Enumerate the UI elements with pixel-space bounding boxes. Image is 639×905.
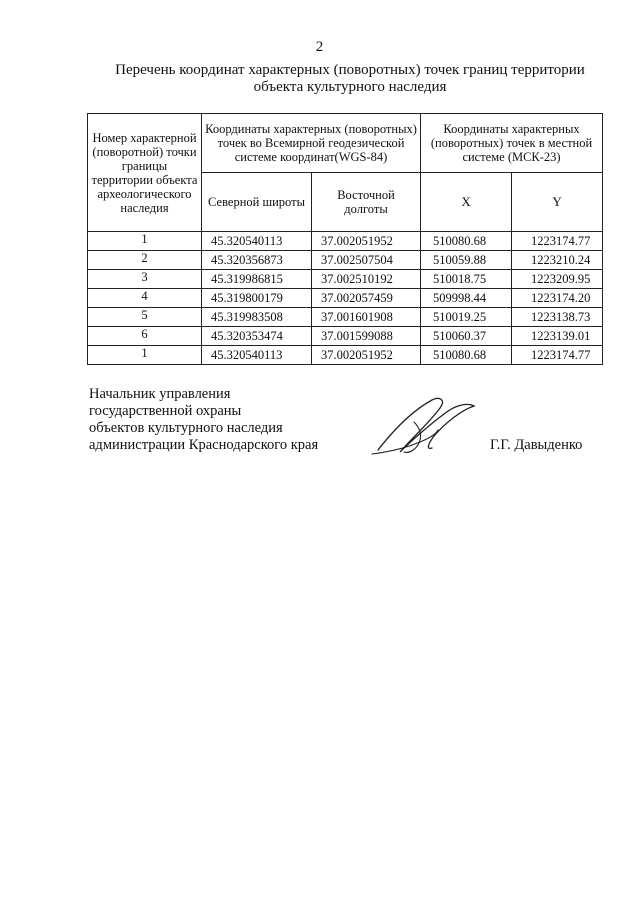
header-x: X — [421, 173, 512, 232]
header-local-system-group: Координаты характерных (поворотных) точек в местной системе (МСК-23) — [421, 114, 603, 173]
cell-point-number: 6 — [88, 327, 202, 346]
table-row — [88, 251, 603, 270]
cell-x: 510080.68 — [421, 346, 512, 365]
signatory-position-line-3: объектов культурного наследия — [89, 420, 283, 436]
cell-y: 1223174.77 — [512, 346, 603, 365]
cell-x: 510059.88 — [421, 251, 512, 270]
table-row — [88, 308, 603, 327]
header-longitude: Восточной долготы — [312, 173, 421, 232]
cell-latitude: 45.320540113 — [202, 346, 312, 365]
header-point-number: Номер характерной (поворотной) точки границы территории объекта археологического наследия — [88, 114, 202, 232]
signatory-name: Г.Г. Давыденко — [490, 437, 583, 453]
cell-longitude: 37.001601908 — [312, 308, 421, 327]
signatory-position-line-4: администрации Краснодарского края — [89, 437, 319, 453]
signatory-position-line-1: Начальник управления — [89, 386, 231, 402]
cell-latitude: 45.319800179 — [202, 289, 312, 308]
page-number: 2 — [315, 39, 324, 55]
cell-y: 1223138.73 — [512, 308, 603, 327]
document-title-line-1: Перечень координат характерных (поворотных) точек границ территории — [115, 62, 585, 78]
cell-longitude: 37.002051952 — [312, 346, 421, 365]
header-latitude: Северной широты — [202, 173, 312, 232]
table-row — [88, 289, 603, 308]
signatory-position — [89, 386, 318, 454]
cell-point-number: 1 — [88, 232, 202, 251]
cell-y: 1223210.24 — [512, 251, 603, 270]
cell-point-number: 5 — [88, 308, 202, 327]
cell-latitude: 45.320356873 — [202, 251, 312, 270]
cell-longitude: 37.002057459 — [312, 289, 421, 308]
header-wgs84-group: Координаты характерных (поворотных) точек во Всемирной геодезической системе координат(WGS-84) — [202, 114, 421, 173]
coordinates-table — [87, 113, 603, 365]
header-y: Y — [512, 173, 603, 232]
cell-x: 510080.68 — [421, 232, 512, 251]
cell-longitude: 37.002507504 — [312, 251, 421, 270]
cell-x: 510018.75 — [421, 270, 512, 289]
table-row — [88, 270, 603, 289]
cell-y: 1223174.77 — [512, 232, 603, 251]
cell-point-number: 2 — [88, 251, 202, 270]
cell-longitude: 37.001599088 — [312, 327, 421, 346]
cell-longitude: 37.002051952 — [312, 232, 421, 251]
handwritten-signature-icon — [370, 392, 482, 462]
coordinates-table-body — [88, 232, 603, 365]
coordinates-table-header — [88, 114, 603, 232]
cell-x: 509998.44 — [421, 289, 512, 308]
cell-y: 1223139.01 — [512, 327, 603, 346]
document-title-line-2: объекта культурного наследия — [253, 79, 447, 95]
cell-latitude: 45.319986815 — [202, 270, 312, 289]
cell-latitude: 45.320353474 — [202, 327, 312, 346]
cell-y: 1223174.20 — [512, 289, 603, 308]
cell-latitude: 45.320540113 — [202, 232, 312, 251]
cell-x: 510060.37 — [421, 327, 512, 346]
table-row — [88, 232, 603, 251]
document-title — [60, 62, 639, 96]
cell-point-number: 4 — [88, 289, 202, 308]
table-row — [88, 327, 603, 346]
signatory-position-line-2: государственной охраны — [89, 403, 242, 419]
cell-longitude: 37.002510192 — [312, 270, 421, 289]
cell-latitude: 45.319983508 — [202, 308, 312, 327]
cell-point-number: 3 — [88, 270, 202, 289]
cell-x: 510019.25 — [421, 308, 512, 327]
table-row — [88, 346, 603, 365]
cell-y: 1223209.95 — [512, 270, 603, 289]
cell-point-number: 1 — [88, 346, 202, 365]
